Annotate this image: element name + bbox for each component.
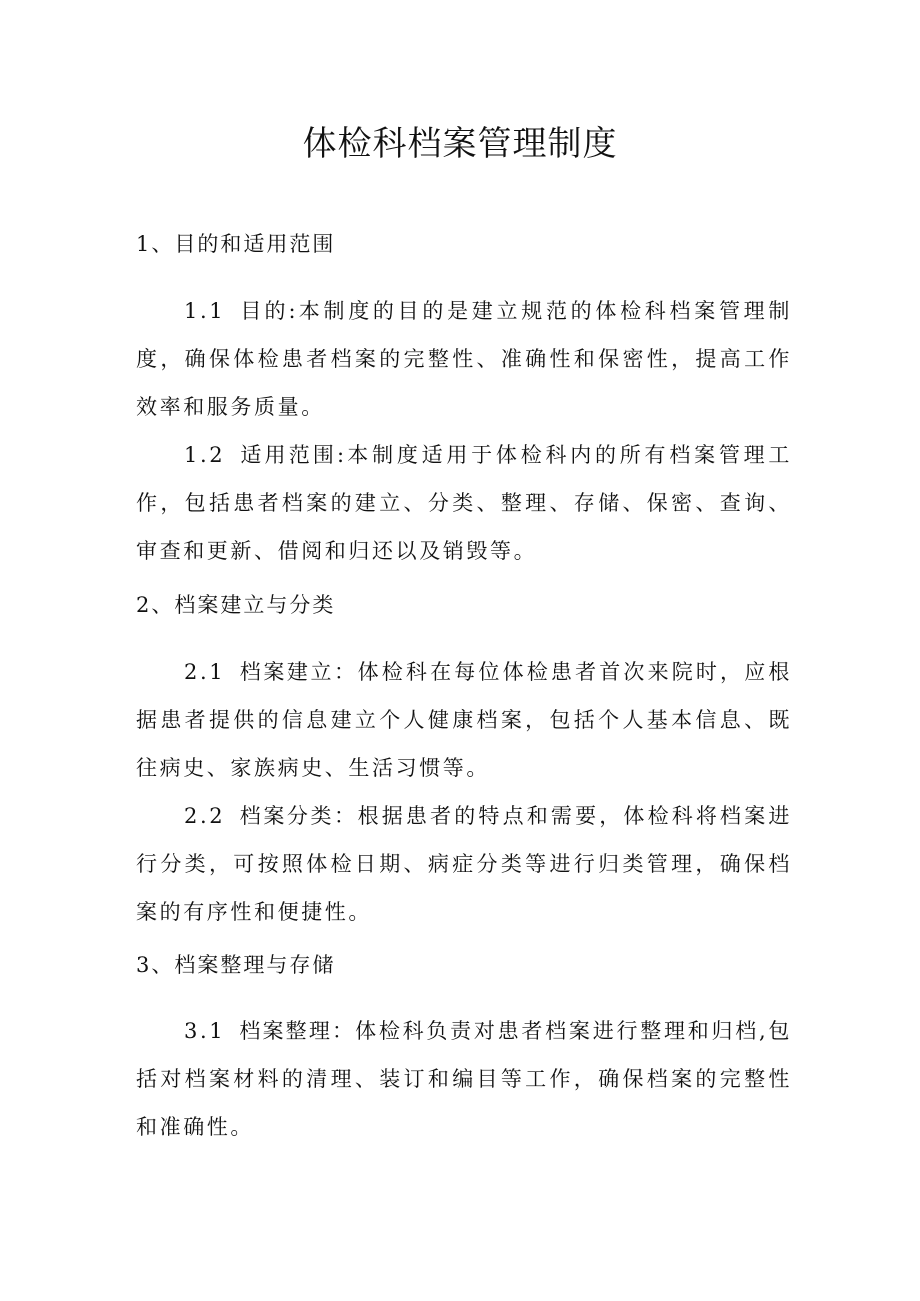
clause-label: 档案建立： — [239, 660, 358, 684]
section-heading-2: 2、档案建立与分类 — [136, 593, 336, 617]
clause-number: 2.2 — [184, 804, 226, 828]
clause-label: 档案整理： — [239, 1019, 356, 1043]
clause-text: 根据患者的特点和需要，体检科将档案进行分类，可按照体检日期、病症分类等进行归类管理，确保档案的有序性和便捷性。 — [136, 804, 792, 924]
section-heading-1: 1、目的和适用范围 — [136, 232, 336, 256]
clause-number: 3.1 — [184, 1019, 226, 1043]
paragraph-3-1 — [136, 1007, 792, 1151]
clause-number: 1.2 — [184, 443, 226, 467]
clause-text: 体检科在每位体检患者首次来院时，应根据患者提供的信息建立个人健康档案，包括个人基本信息、既往病史、家族病史、生活习惯等。 — [136, 660, 792, 780]
clause-text: 本制度的目的是建立规范的体检科档案管理制度，确保体检患者档案的完整性、准确性和保密性，提高工作效率和服务质量。 — [136, 299, 793, 419]
clause-number: 2.1 — [184, 660, 226, 684]
page-title: 体检科档案管理制度 — [302, 124, 618, 164]
clause-text: 本制度适用于体检科内的所有档案管理工作，包括患者档案的建立、分类、整理、存储、保密、查询、审查和更新、借阅和归还以及销毁等。 — [136, 443, 792, 563]
paragraph-1-1 — [136, 287, 792, 431]
clause-text: 体检科负责对患者档案进行整理和归档,包括对档案材料的清理、装订和编目等工作，确保档案的完整性和准确性。 — [136, 1019, 793, 1139]
clause-label: 适用范围: — [239, 443, 347, 467]
paragraph-2-1 — [136, 648, 792, 792]
clause-label: 目的: — [239, 299, 298, 323]
paragraph-1-2 — [136, 431, 792, 575]
clause-number: 1.1 — [184, 299, 226, 323]
paragraph-2-2 — [136, 792, 792, 936]
clause-label: 档案分类： — [239, 804, 358, 828]
section-heading-3: 3、档案整理与存储 — [136, 953, 336, 977]
